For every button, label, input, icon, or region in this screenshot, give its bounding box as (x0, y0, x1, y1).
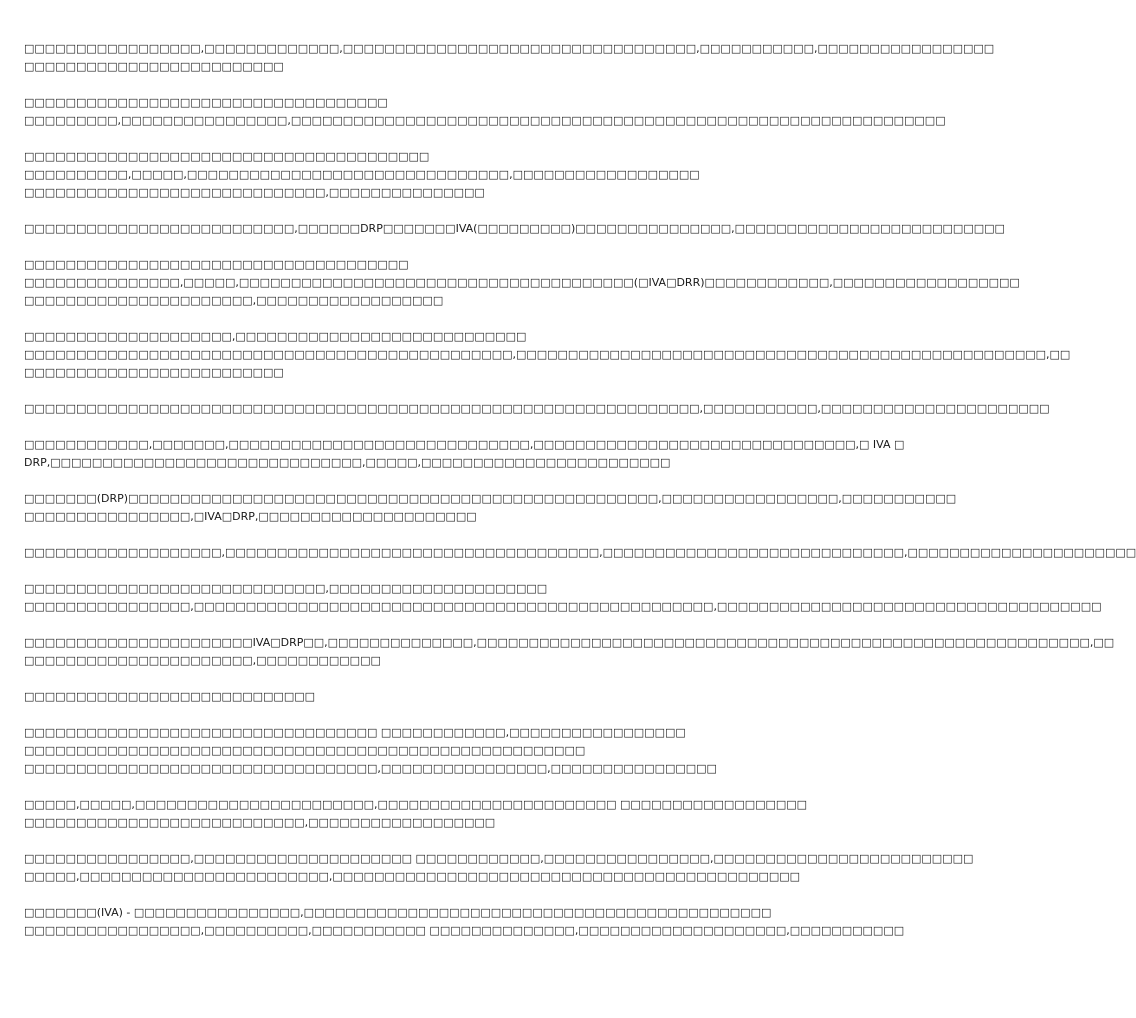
text-line: □□□□□□□□□□□□□□□□,□□□□□□□□□□□□□□□□□□□□□ □□□□□□□□□□□□,□□□□□□□□□□□□□□□□,□□□□□□□□□□□□□□□□□□□□□□□□□ (24, 852, 974, 865)
document-body (24, 40, 1136, 958)
text-line: □□□□□,□□□□□□□□□□□□□□□□□□□□□□□□,□□□□□□□□□□□□□□□□□□□□□□□□□□□□□□□□□□□□□□□□□□□□□ (24, 870, 801, 883)
text-line: □□□□□□□□□□□□,□□□□□□□,□□□□□□□□□□□□□□□□□□□□□□□□□□□□□,□□□□□□□□□□□□□□□□□□□□□□□□□□□□□□□,□ IVA □ (24, 438, 905, 451)
paragraph-12 (24, 634, 1115, 670)
paragraph-15 (24, 796, 808, 832)
text-line: □□□□□□□(DRP)□□□□□□□□□□□□□□□□□□□□□□□□□□□□□□□□□□□□□□□□□□□□□□□□□□□,□□□□□□□□□□□□□□□□□,□□□□□□□□□□□ (24, 492, 957, 505)
text-line: □□□□□□□□□□□□□□□□□□□□□□□□□□□□□□□□□□□□□□□□□□□□□□□□□□□□□□ (24, 744, 586, 757)
text-line: □□□□□□□□□□,□□□□□,□□□□□□□□□□□□□□□□□□□□□□□□□□□□□□□,□□□□□□□□□□□□□□□□□□ (24, 168, 700, 181)
paragraph-9 (24, 490, 957, 526)
text-line: □□□□□□□□□□□□□□□□□□□□□□□□□□□□□□□□□□□□□□□ (24, 150, 430, 163)
text-line: □□□□□□□□□□□□□□□□□□□□□□□□□□□□□□□□□□□□□□□□□□□□□□□,□□□□□□□□□□□□□□□□□□□□□□□□□□□□□□□□□□□□□□□□□□□□□□□□□□□,□□ (24, 348, 1071, 361)
text-line: □□□□□□□□□□□□□□□□□□□,□□□□□□□□□□□□□□□□□□□□□□□□□□□□□□□□□□□□,□□□□□□□□□□□□□□□□□□□□□□□□□□□□□,□□□□□□□□□□□□□□□□□□□□□□ (24, 546, 1136, 559)
paragraph-8 (24, 436, 905, 472)
text-line: □□□□□□□□□□□□□□□□□□□□□□□□□□□□□,□□□□□□□□□□□□□□□ (24, 186, 485, 199)
text-line: □□□□□□□□□□□□□□□□□□□□□□□□□ (24, 60, 284, 73)
text-line: DRP,□□□□□□□□□□□□□□□□□□□□□□□□□□□□□□,□□□□□,□□□□□□□□□□□□□□□□□□□□□□□□ (24, 456, 671, 469)
paragraph-6 (24, 328, 1071, 382)
text-line: □□□□□□□□□□□□□□□□,□□□□□□□□□□□□□□□□□□□□□□□□□□□□□□□□□□□□□□□□□□□□□□□□□□,□□□□□□□□□□□□□□□□□□□□□□□□□□□□□□□□□□□□□ (24, 600, 1102, 613)
text-line: □□□□□□□□□□□□□□□,□□□□□,□□□□□□□□□□□□□□□□□□□□□□□□□□□□□□□□□□□□□□(□IVA□DRR)□□□□□□□□□□□□,□□□□□□□□□□□□□□□□□□ (24, 276, 1020, 289)
text-line: □□□□□□□□□□□□□□□□□□□□□□□□□□□,□□□□□□□□□□□□□□□□□□ (24, 816, 496, 829)
text-line: □□□□□□□□□□□□□□□□□□□□□□IVA□DRP□□,□□□□□□□□□□□□□□,□□□□□□□□□□□□□□□□□□□□□□□□□□□□□□□□□□□□□□□□□□□□□□□□□□□□□□□□□□□,□□ (24, 636, 1115, 649)
text-line: □□□□□□□□□,□□□□□□□□□□□□□□□□,□□□□□□□□□□□□□□□□□□□□□□□□□□□□□□□□□□□□□□□□□□□□□□□□□□□□□□□□□□□□□□□ (24, 114, 946, 127)
paragraph-2 (24, 94, 946, 130)
text-line: □□□□□□□□□□□□□□□□□□□□□□□□□□□□□,□□□□□□□□□□□□□□□□□□□□□ (24, 582, 548, 595)
text-line: □□□□□□□□□□□□□□□□□□□□,□□□□□□□□□□□□□□□□□□□□□□□□□□□□ (24, 330, 527, 343)
paragraph-13 (24, 688, 720, 706)
text-line: □□□□□□□□□□□□□□□□□□□□□□□□□□,□□□□□□DRP□□□□□□□IVA(□□□□□□□□□)□□□□□□□□□□□□□□□,□□□□□□□□□□□□□□□□□□□□□□□□□□ (24, 222, 1005, 235)
paragraph-11 (24, 580, 1102, 616)
paragraph-16 (24, 850, 974, 886)
text-line: □□□□□□□□□□□□□□□□□,□□□□□□□□□□□□□,□□□□□□□□□□□□□□□□□□□□□□□□□□□□□□□□□□,□□□□□□□□□□□,□□□□□□□□□□□□□□□□□ (24, 42, 995, 55)
text-line: □□□□□□□□□□□□□□□□□,□□□□□□□□□□,□□□□□□□□□□□ □□□□□□□□□□□□□□,□□□□□□□□□□□□□□□□□□□□,□□□□□□□□□□□ (24, 924, 905, 937)
paragraph-1 (24, 40, 995, 76)
text-line: □□□□□□□□□□□□□□□□□□□□□□□□□□□□□□□□□□ □□□□□□□□□□□□,□□□□□□□□□□□□□□□□□ (24, 726, 686, 739)
text-line: □□□□□□□□□□□□□□□□□□□□□□□□□□□□□□□□□□□□□□□□□□□□□□□□□□□□□□□□□□□□□□□□□,□□□□□□□□□□□,□□□□□□□□□□□□□□□□□□□□□□ (24, 402, 1050, 415)
text-line: □□□□□□□□□□□□□□□□□□□□□□,□□□□□□□□□□□□□□□□□□ (24, 294, 444, 307)
paragraph-10 (24, 544, 1136, 562)
text-line: □□□□□□□□□□□□□□□□,□IVA□DRP,□□□□□□□□□□□□□□□□□□□□□ (24, 510, 477, 523)
paragraph-3 (24, 148, 720, 202)
text-line: □□□□□□□□□□□□□□□□□□□□□□,□□□□□□□□□□□□ (24, 654, 381, 667)
text-line: □□□□□□□□□□□□□□□□□□□□□□□□□ (24, 366, 284, 379)
text-line: □□□□□,□□□□□,□□□□□□□□□□□□□□□□□□□□□□□,□□□□□□□□□□□□□□□□□□□□□□□ □□□□□□□□□□□□□□□□□□ (24, 798, 808, 811)
paragraph-7 (24, 400, 1050, 418)
text-line: □□□□□□□(IVA) - □□□□□□□□□□□□□□□□,□□□□□□□□□□□□□□□□□□□□□□□□□□□□□□□□□□□□□□□□□□□□□ (24, 906, 772, 919)
text-line: □□□□□□□□□□□□□□□□□□□□□□□□□□□□□□□□□□□□□ (24, 258, 409, 271)
paragraph-14 (24, 724, 720, 778)
text-line: □□□□□□□□□□□□□□□□□□□□□□□□□□□□□□□□□□□ (24, 96, 388, 109)
text-line: □□□□□□□□□□□□□□□□□□□□□□□□□□□□□□□□□□,□□□□□□□□□□□□□□□□,□□□□□□□□□□□□□□□□ (24, 762, 717, 775)
paragraph-5 (24, 256, 1020, 310)
paragraph-4 (24, 220, 1005, 238)
text-line: □□□□□□□□□□□□□□□□□□□□□□□□□□□□ (24, 690, 316, 703)
paragraph-17 (24, 904, 905, 940)
